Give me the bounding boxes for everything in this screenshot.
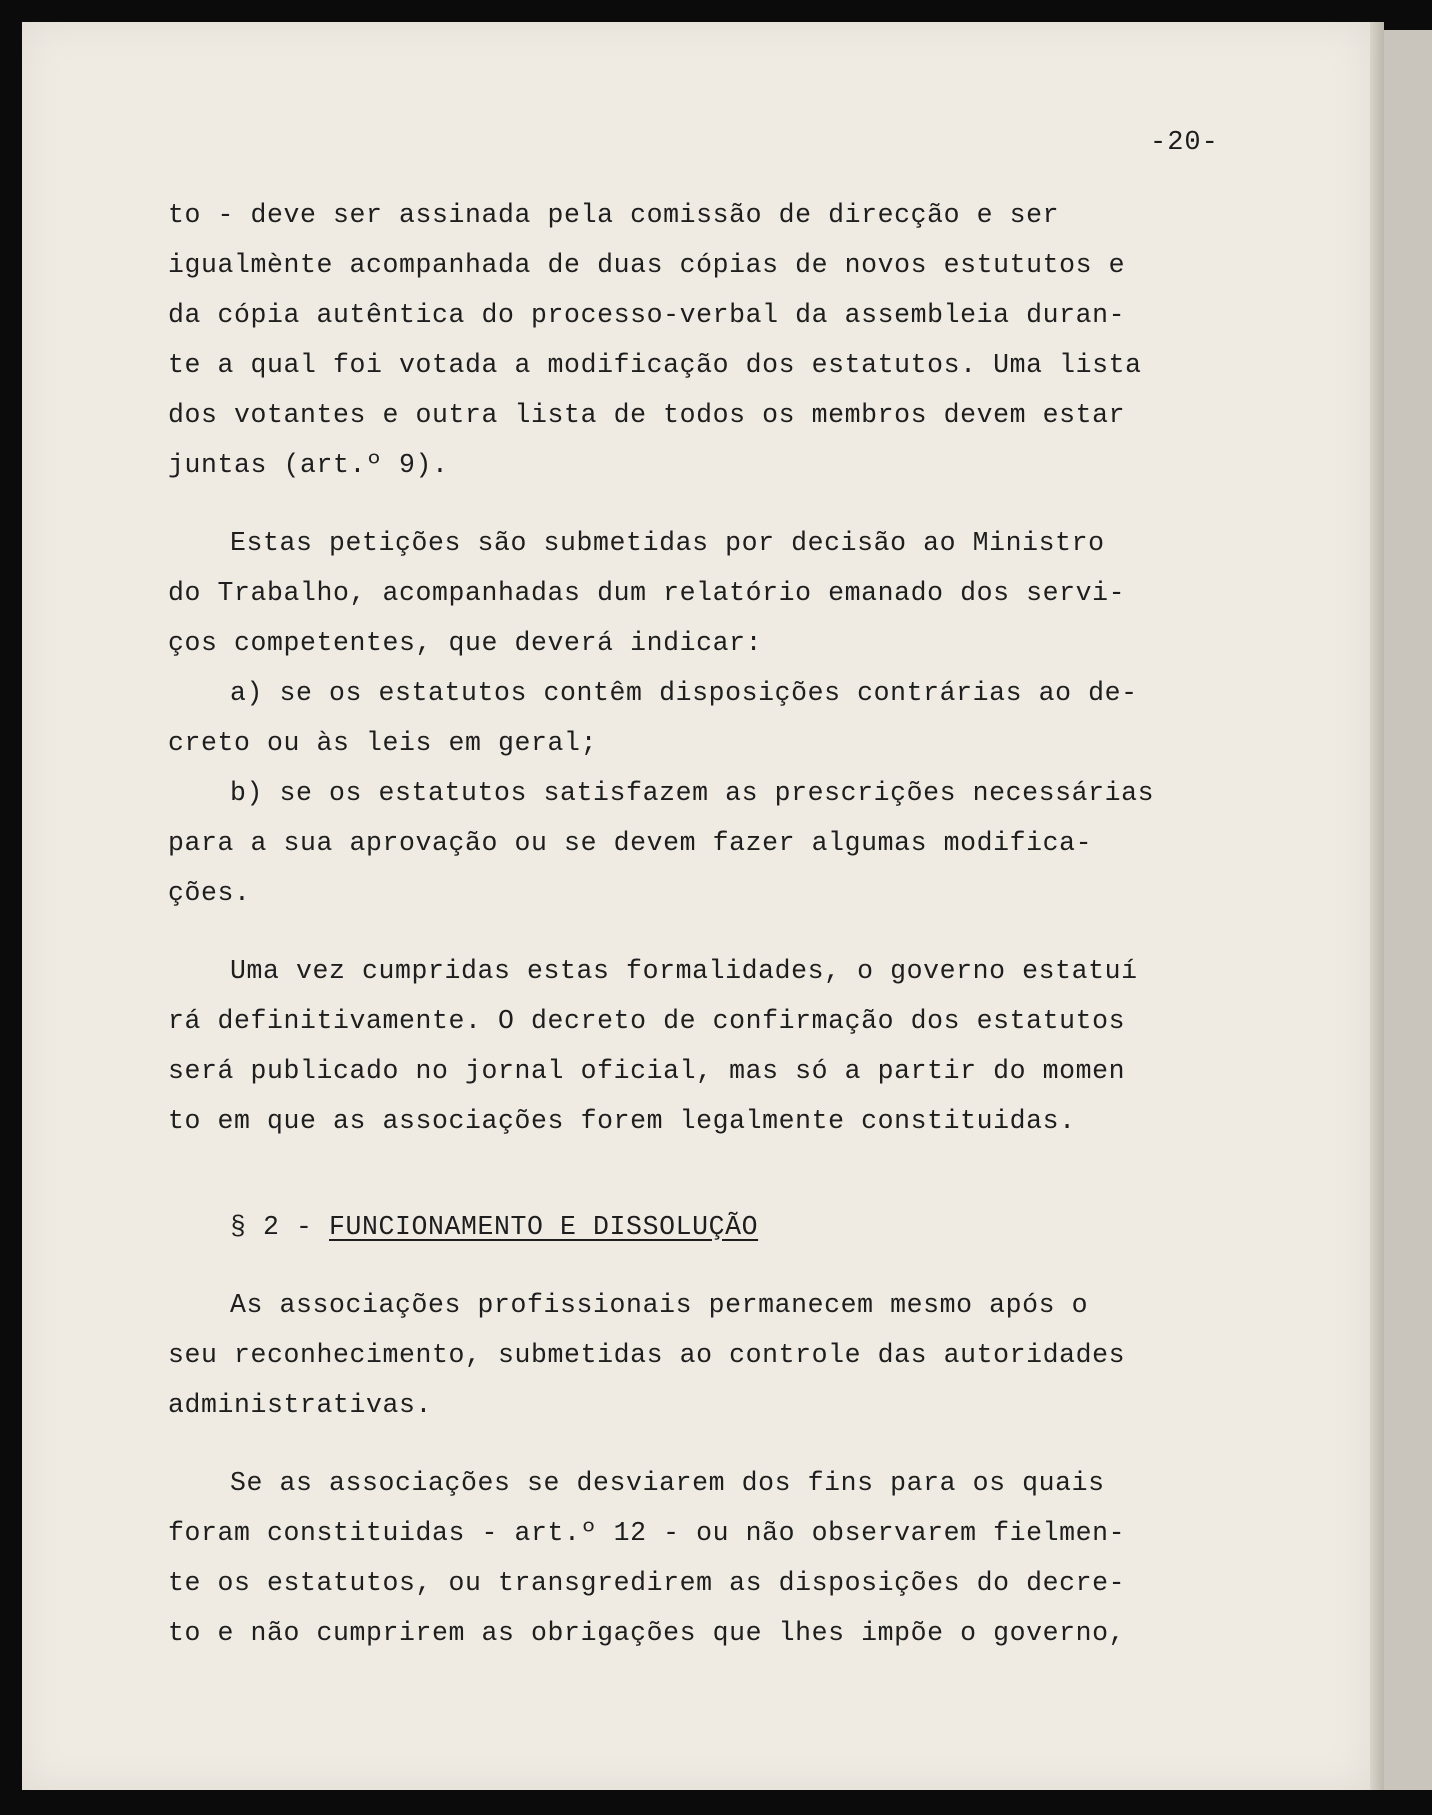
list-item-a: a) se os estatutos contêm disposições contrárias ao de- — [230, 678, 1138, 708]
text-line: da cópia autêntica do processo-verbal da assembleia duran- — [168, 300, 1126, 330]
text-line: Se as associações se desviarem dos fins para os quais — [230, 1468, 1105, 1498]
text-line: to - deve ser assinada pela comissão de direcção e ser — [168, 200, 1060, 230]
section-symbol: § 2 - — [230, 1212, 330, 1242]
text-line: to em que as associações forem legalmente constituidas. — [168, 1106, 1076, 1136]
text-line: rá definitivamente. O decreto de confirmação dos estatutos — [168, 1006, 1126, 1036]
list-item-b: b) se os estatutos satisfazem as prescrições necessárias — [230, 778, 1155, 808]
text-line: te a qual foi votada a modificação dos estatutos. Uma lista — [168, 350, 1142, 380]
text-line: te os estatutos, ou transgredirem as disposições do decre- — [168, 1568, 1126, 1598]
text-line: para a sua aprovação ou se devem fazer algumas modifica- — [168, 828, 1093, 858]
text-line: to e não cumprirem as obrigações que lhes impõe o governo, — [168, 1618, 1126, 1648]
text-line: do Trabalho, acompanhadas dum relatório emanado dos servi- — [168, 578, 1126, 608]
text-line: será publicado no jornal oficial, mas só a partir do momen — [168, 1056, 1126, 1086]
text-line: seu reconhecimento, submetidas ao controle das autoridades — [168, 1340, 1126, 1370]
text-line: administrativas. — [168, 1390, 433, 1420]
text-line: Estas petições são submetidas por decisão ao Ministro — [230, 528, 1105, 558]
text-line: As associações profissionais permanecem mesmo após o — [230, 1290, 1089, 1320]
text-line: foram constituidas - art.º 12 - ou não observarem fielmen- — [168, 1518, 1126, 1548]
paper-edge — [1370, 22, 1384, 1790]
next-sheet-strip — [1384, 30, 1432, 1790]
section-heading — [168, 1202, 1248, 1252]
text-line: ções. — [168, 878, 251, 908]
text-line: Uma vez cumpridas estas formalidades, o governo estatuí — [230, 956, 1138, 986]
section-title: FUNCIONAMENTO E DISSOLUÇÃO — [329, 1212, 759, 1242]
typed-text — [168, 190, 1248, 1658]
text-line: igualmènte acompanhada de duas cópias de novos estututos e — [168, 250, 1126, 280]
page-number: -20- — [1150, 128, 1219, 158]
text-line: creto ou às leis em geral; — [168, 728, 598, 758]
text-line: ços competentes, que deverá indicar: — [168, 628, 763, 658]
text-line: juntas (art.º 9). — [168, 450, 449, 480]
text-line: dos votantes e outra lista de todos os membros devem estar — [168, 400, 1126, 430]
